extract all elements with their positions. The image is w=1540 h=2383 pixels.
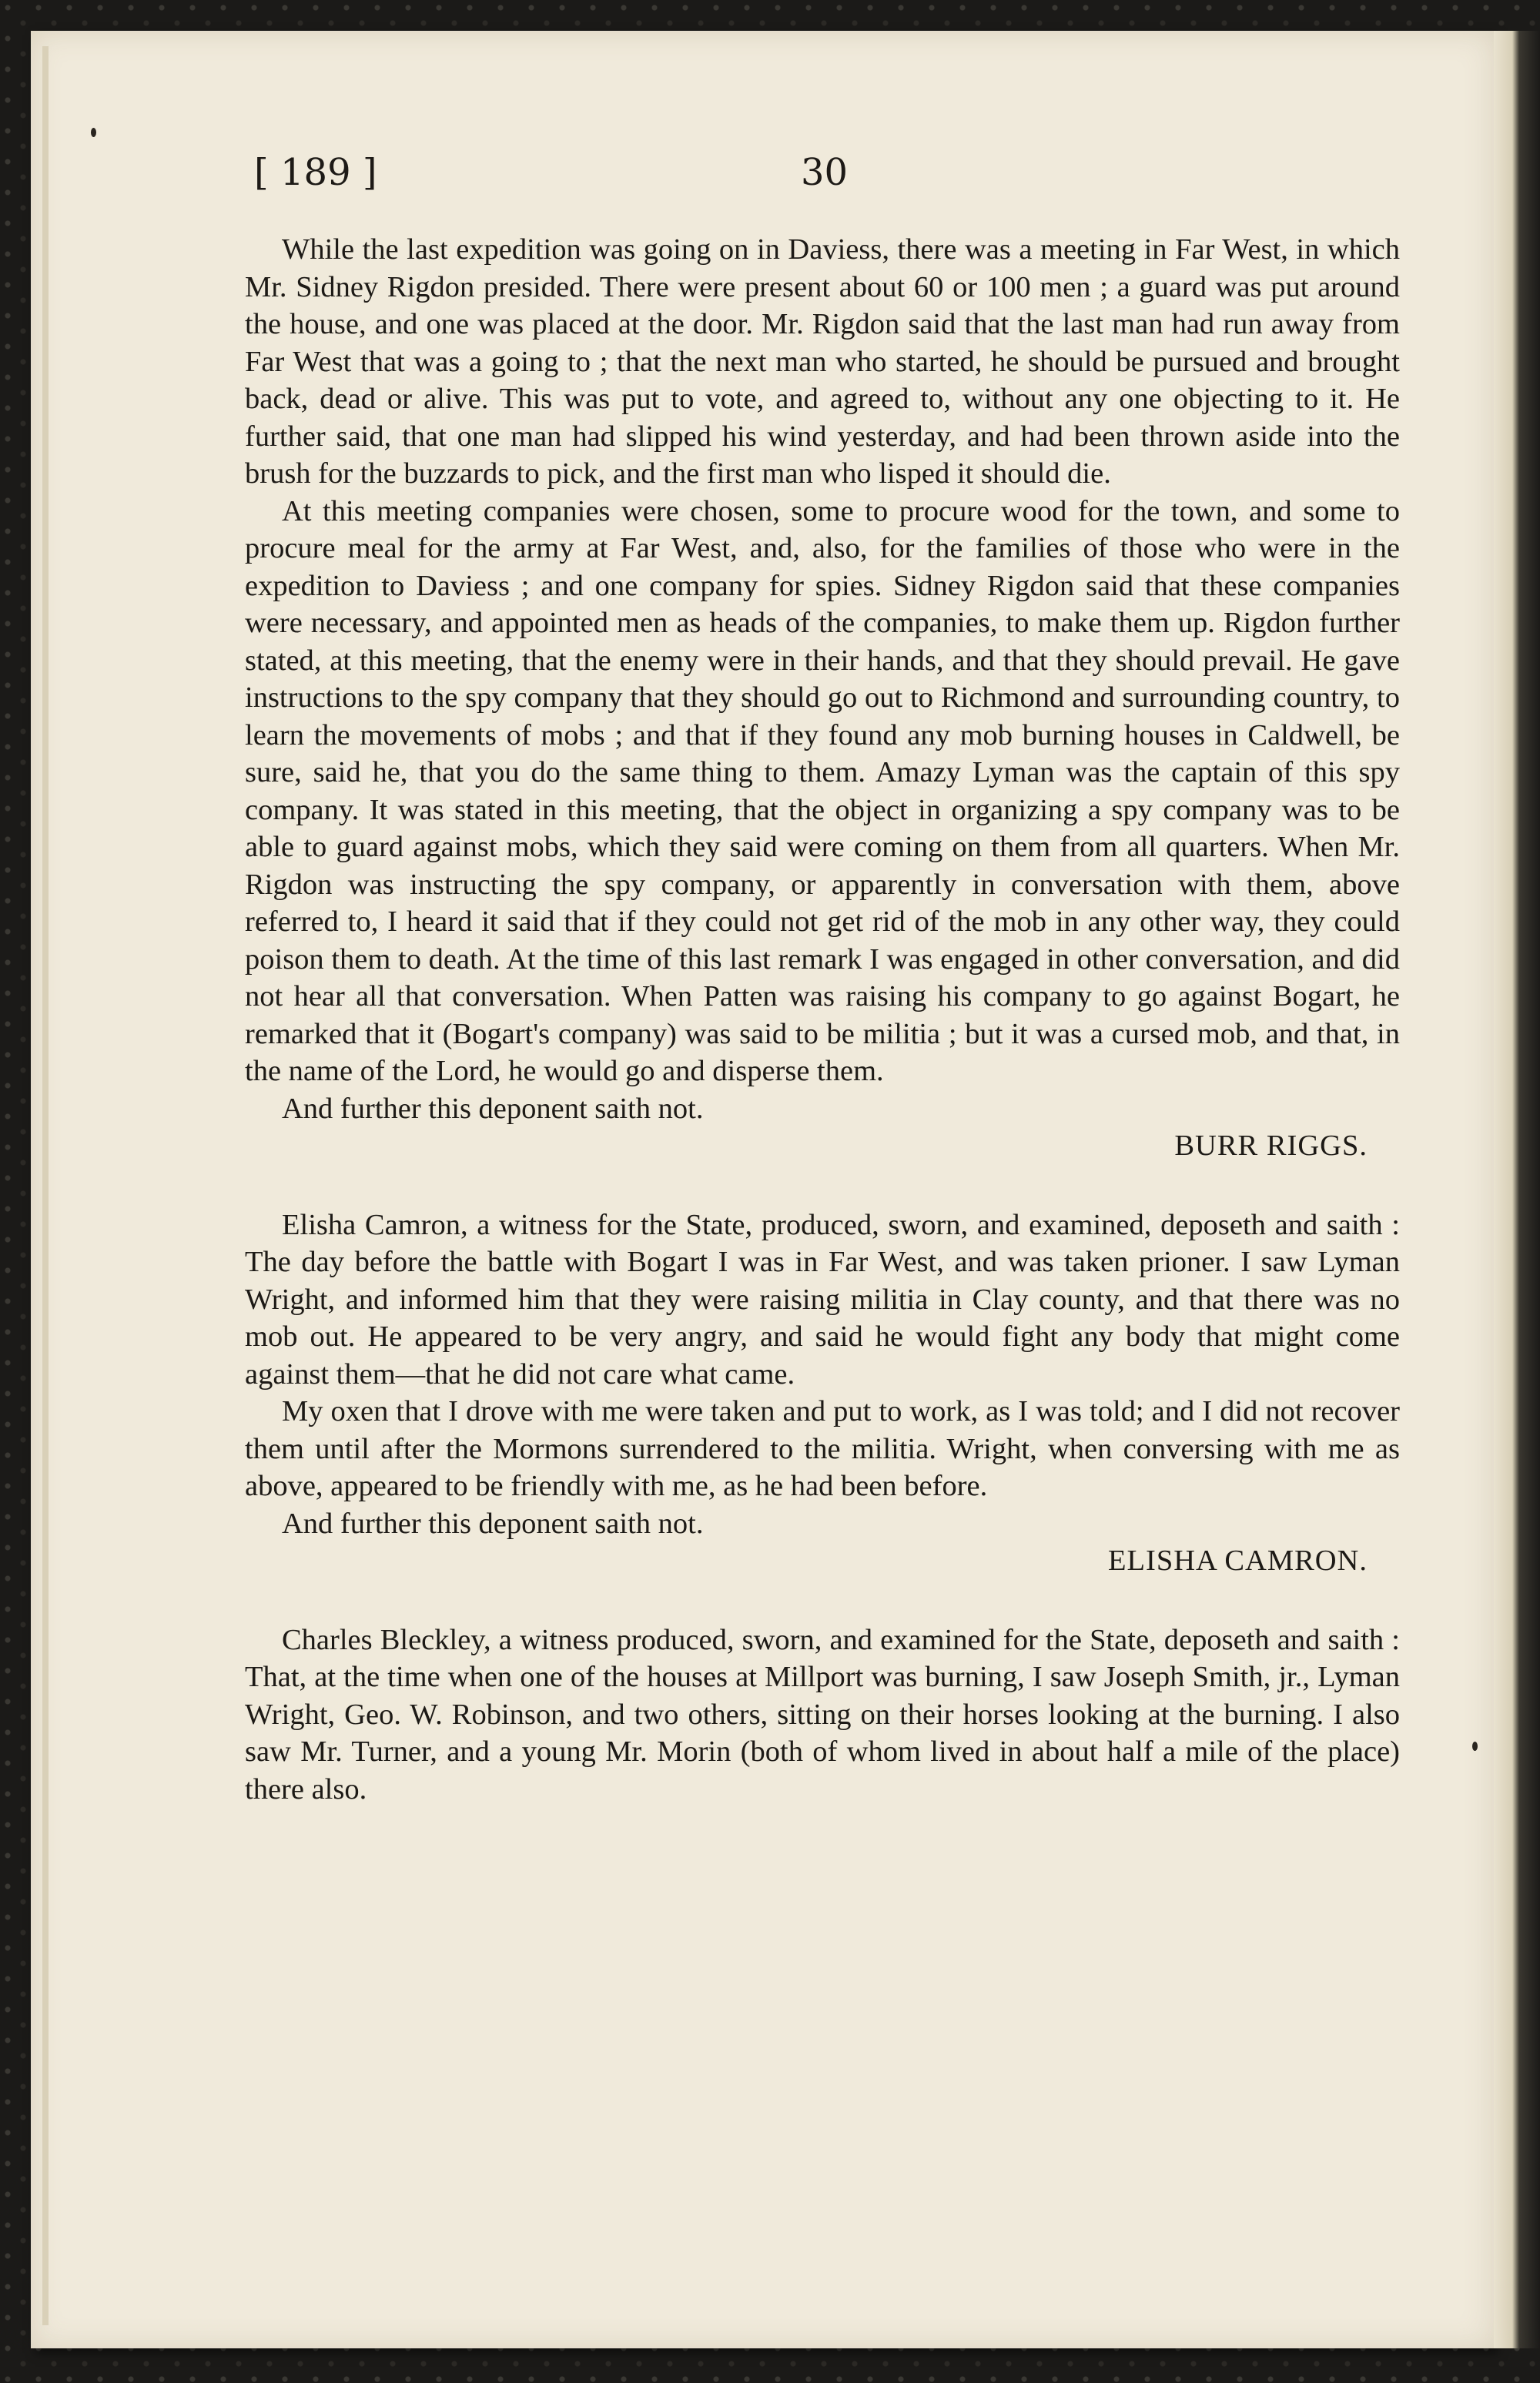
paragraph: Elisha Camron, a witness for the State, produced, sworn, and examined, deposeth and saith : The day before the battle with Bogart I was in Far West, and was taken prioner. I saw Lyman Wright, and informed him that they were raising militia in Clay county, and that there was no mob out. He appeared to be very angry, and said he would fight any body that might come against them—that he did not care what came. xyxy=(245,1208,1400,1391)
closing-line: And further this deponent saith not. xyxy=(282,1507,704,1540)
page-header xyxy=(254,151,1394,213)
document-number: [ 189 ] xyxy=(254,151,377,194)
paragraph: My oxen that I drove with me were taken and put to work, as I was told; and I did not recover them until after the Mormons surrendered to the militia. Wright, when conversing with me as above, appeared to be friendly with me, as he had been before. xyxy=(245,1395,1400,1502)
deposition-burr-riggs xyxy=(245,231,1400,1165)
page-binding-edge xyxy=(42,46,49,2325)
ink-speck xyxy=(1472,1742,1478,1751)
ink-speck xyxy=(91,128,96,137)
deposition-elisha-camron xyxy=(245,1207,1400,1580)
deposition-charles-bleckley xyxy=(245,1622,1400,1809)
section-gap xyxy=(245,1580,1400,1622)
closing-line: And further this deponent saith not. xyxy=(282,1092,704,1125)
body-text xyxy=(245,231,1400,1808)
page-number: 30 xyxy=(801,151,849,194)
signature: BURR RIGGS. xyxy=(1174,1130,1368,1162)
signature: ELISHA CAMRON. xyxy=(1107,1545,1368,1577)
paragraph: At this meeting companies were chosen, some to procure wood for the town, and some to procure meal for the army at Far West, and, also, for the families of those who were in the expedition to Daviess ; and one company for spies. Sidney Rigdon said that these companies were necessary, and appointed men as heads of the companies, to make them up. Rigdon further stated, at this meeting, that the enemy were in their hands, and that they should prevail. He gave instructions to the spy company that they should go out to Richmond and surrounding country, to learn the movements of mobs ; and that if they found any mob burning houses in Caldwell, be sure, said he, that you do the same thing to them. Amazy Lyman was the captain of this spy company. It was stated in this meeting, that the object in organizing a spy company was to be able to guard against mobs, which they said were coming on them from all quarters. When Mr. Rigdon was instructing the spy company, or apparently in conversation with them, above referred to, I heard it said that if they could not get rid of the mob in any other way, they could poison them to death. At the time of this last remark I was engaged in other conversation, and did not hear all that conversation. When Patten was raising his company to go against Bogart, he remarked that it (Bogart's company) was said to be militia ; but it was a cursed mob, and that, in the name of the Lord, he would go and disperse them. xyxy=(245,494,1400,1087)
paragraph: Charles Bleckley, a witness produced, sworn, and examined for the State, deposeth and saith : That, at the time when one of the houses at Millport was burning, I saw Joseph Smith, jr., Lyman Wright, Geo. W. Robinson, and two others, sitting on their horses looking at the burning. I also saw Mr. Turner, and a young Mr. Morin (both of whom lived in about half a mile of the place) there also. xyxy=(245,1623,1400,1806)
page-right-edge xyxy=(1494,31,1540,2348)
paragraph: While the last expedition was going on in Daviess, there was a meeting in Far West, in which Mr. Sidney Rigdon presided. There were present about 60 or 100 men ; a guard was put around the house, and one was placed at the door. Mr. Rigdon said that the last man had run away from Far West that was a going to ; that the next man who started, he should be pursued and brought back, dead or alive. This was put to vote, and agreed to, without any one objecting to it. He further said, that one man had slipped his wind yesterday, and had been thrown aside into the brush for the buzzards to pick, and the first man who lisped it should die. xyxy=(245,233,1400,490)
section-gap xyxy=(245,1165,1400,1207)
